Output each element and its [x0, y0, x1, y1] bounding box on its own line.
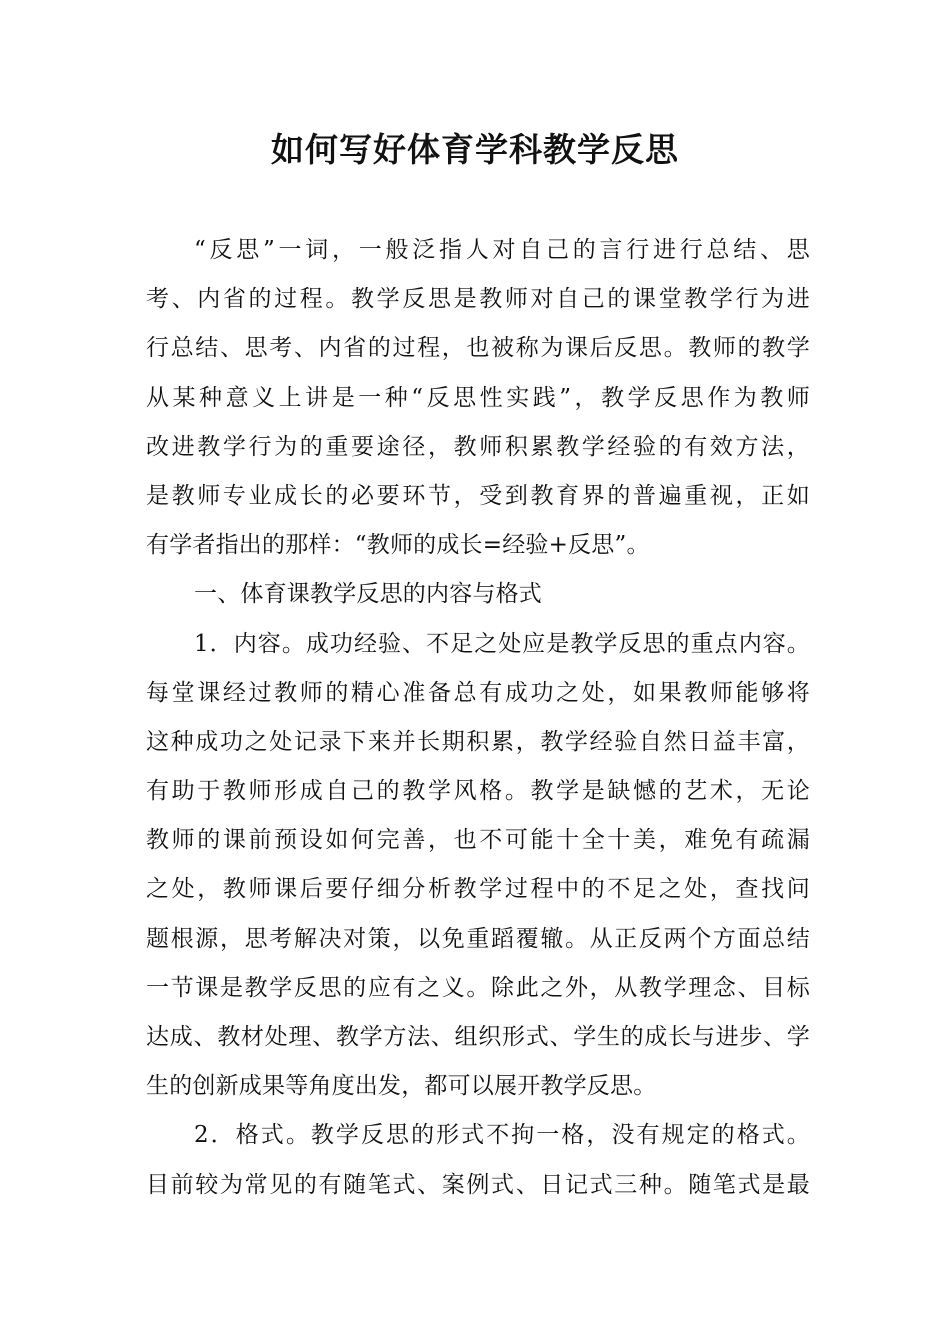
text-line: 2．格式。教学反思的形式不拘一格，没有规定的格式。	[194, 1122, 810, 1149]
text-line: 行总结、思考、内省的过程，也被称为课后反思。教师的教学	[146, 335, 810, 362]
text-line: 1．内容。成功经验、不足之处应是教学反思的重点内容。	[194, 630, 810, 657]
document-body	[146, 226, 810, 1210]
text-line: 生的创新成果等角度出发，都可以展开教学反思。	[146, 1073, 657, 1100]
text-line: 一节课是教学反思的应有之义。除此之外，从教学理念、目标	[146, 974, 810, 1001]
text-line: 考、内省的过程。教学反思是教师对自己的课堂教学行为进	[146, 286, 810, 313]
text-line: 每堂课经过教师的精心准备总有成功之处，如果教师能够将	[146, 679, 810, 706]
text-line: 题根源，思考解决对策，以免重蹈覆辙。从正反两个方面总结	[146, 925, 810, 952]
text-line: 有助于教师形成自己的教学风格。教学是缺憾的艺术，无论	[146, 778, 810, 805]
text-line: 教师的课前预设如何完善，也不可能十全十美，难免有疏漏	[146, 827, 810, 854]
text-line: 达成、教材处理、教学方法、组织形式、学生的成长与进步、学	[146, 1024, 810, 1050]
text-line: 一、体育课教学反思的内容与格式	[194, 581, 542, 608]
text-line: 之处，教师课后要仔细分析教学过程中的不足之处，查找问	[146, 876, 810, 903]
text-line: 改进教学行为的重要途径，教师积累教学经验的有效方法，	[146, 433, 810, 460]
text-line: “反思”一词，一般泛指人对自己的言行进行总结、思	[194, 237, 810, 263]
text-line: 目前较为常见的有随笔式、案例式、日记式三种。随笔式是最	[146, 1171, 810, 1198]
text-line: 是教师专业成长的必要环节，受到教育界的普遍重视，正如	[146, 482, 810, 509]
text-line: 从某种意义上讲是一种“反思性实践”，教学反思作为教师	[146, 384, 810, 411]
document-title: 如何写好体育学科教学反思	[271, 130, 679, 169]
text-line: 这种成功之处记录下来并长期积累，教学经验自然日益丰富，	[146, 728, 810, 755]
text-line: 有学者指出的那样：“教师的成长=经验+反思”。	[146, 532, 650, 559]
